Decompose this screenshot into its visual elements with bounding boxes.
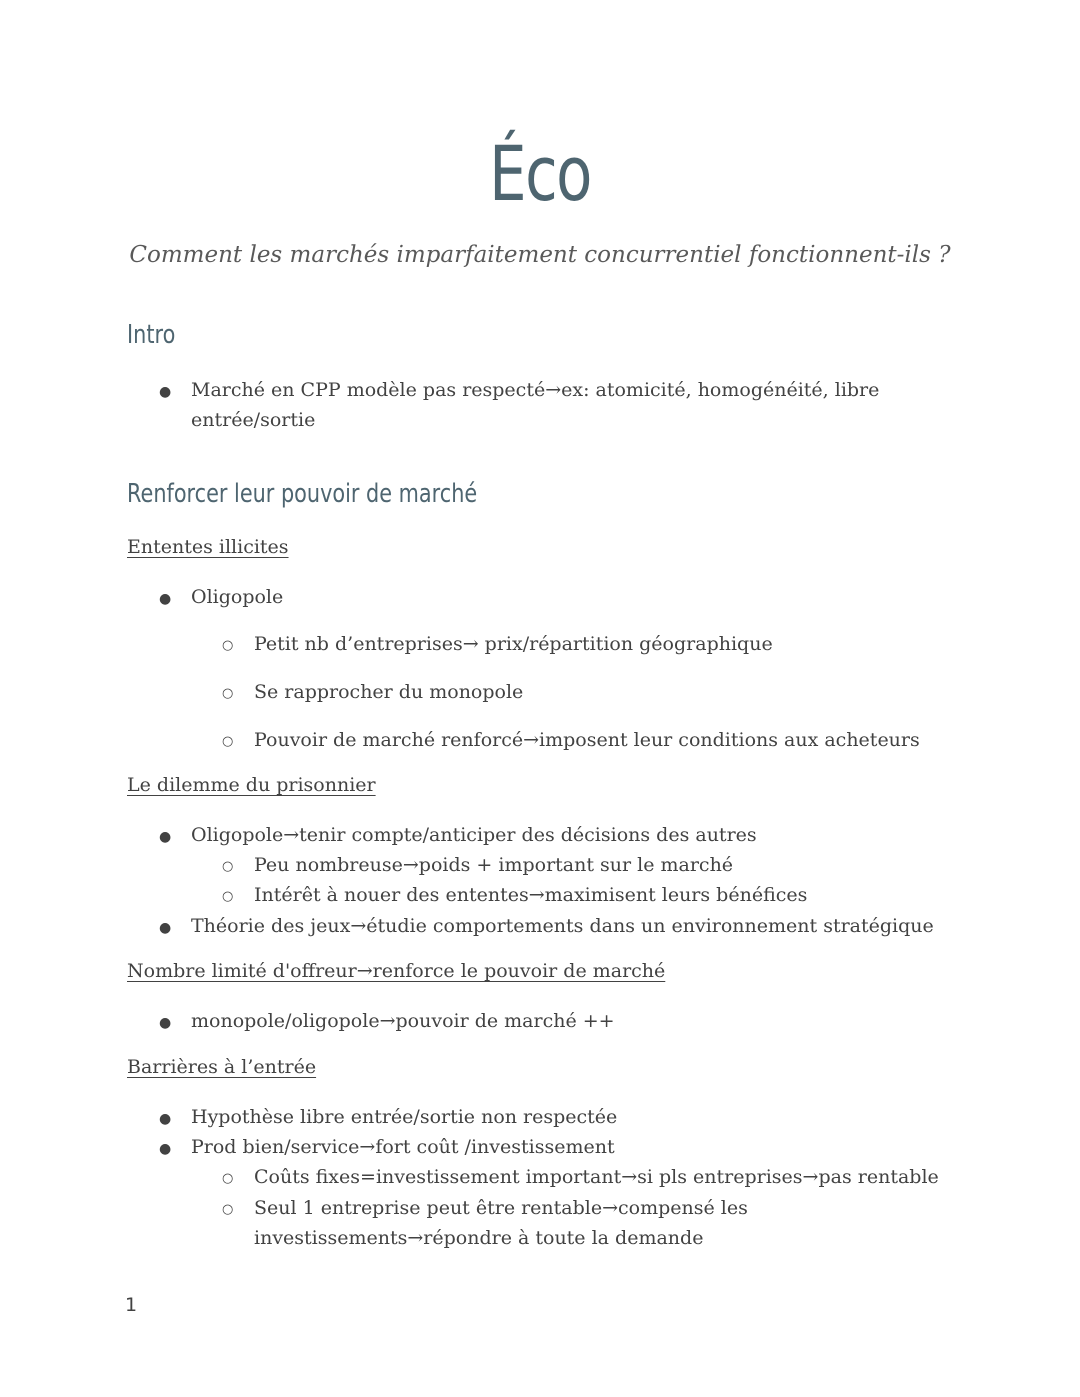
nombre-item-1: monopole/oligopole→pouvoir de marché ++ — [191, 1010, 615, 1032]
barrieres-item-1: Hypothèse libre entrée/sortie non respectée — [191, 1106, 618, 1128]
dilemme-item-1: Oligopole→tenir compte/anticiper des décisions des autres — [191, 824, 757, 846]
barrieres-sub-1: Coûts fixes=investissement important→si pls entreprises→pas rentable — [254, 1166, 939, 1188]
circle-bullet-icon: ○ — [222, 1171, 234, 1186]
subheading-ententes: Ententes illicites — [127, 536, 289, 558]
heading-renforcer: Renforcer leur pouvoir de marché — [127, 479, 478, 509]
bullet-icon: ● — [159, 920, 172, 936]
bullet-icon: ● — [159, 829, 172, 845]
subheading-nombre-limite: Nombre limité d'offreur→renforce le pouvoir de marché — [127, 960, 666, 982]
bullet-icon: ● — [159, 384, 172, 400]
dilemme-item-2: Théorie des jeux→étudie comportements dans un environnement stratégique — [191, 915, 934, 937]
subheading-dilemme: Le dilemme du prisonnier — [127, 774, 376, 796]
document-title: Éco — [489, 129, 591, 218]
ententes-sub-3: Pouvoir de marché renforcé→imposent leur conditions aux acheteurs — [254, 729, 920, 751]
circle-bullet-icon: ○ — [222, 734, 234, 749]
circle-bullet-icon: ○ — [222, 889, 234, 904]
circle-bullet-icon: ○ — [222, 638, 234, 653]
barrieres-sub-2-line1: Seul 1 entreprise peut être rentable→compensé les — [254, 1197, 748, 1219]
bullet-icon: ● — [159, 1141, 172, 1157]
bullet-icon: ● — [159, 1015, 172, 1031]
barrieres-item-2: Prod bien/service→fort coût /investissement — [191, 1136, 615, 1158]
ententes-sub-1: Petit nb d’entreprises→ prix/répartition géographique — [254, 633, 773, 655]
circle-bullet-icon: ○ — [222, 1202, 234, 1217]
bullet-icon: ● — [159, 1111, 172, 1127]
dilemme-sub-2: Intérêt à nouer des ententes→maximisent leurs bénéfices — [254, 884, 808, 906]
intro-item-line1: Marché en CPP modèle pas respecté→ex: atomicité, homogénéité, libre — [191, 379, 880, 401]
ententes-sub-2: Se rapprocher du monopole — [254, 681, 524, 703]
ententes-item-oligopole: Oligopole — [191, 586, 284, 608]
circle-bullet-icon: ○ — [222, 859, 234, 874]
dilemme-sub-1: Peu nombreuse→poids + important sur le marché — [254, 854, 734, 876]
barrieres-sub-2-line2: investissements→répondre à toute la demande — [254, 1227, 704, 1249]
subheading-barrieres: Barrières à l’entrée — [127, 1056, 317, 1078]
circle-bullet-icon: ○ — [222, 686, 234, 701]
intro-item-line2: entrée/sortie — [191, 409, 316, 431]
bullet-icon: ● — [159, 591, 172, 607]
document-subtitle: Comment les marchés imparfaitement concurrentiel fonctionnent-ils ? — [129, 242, 951, 268]
page-number: 1 — [125, 1294, 138, 1316]
heading-intro: Intro — [127, 320, 176, 350]
